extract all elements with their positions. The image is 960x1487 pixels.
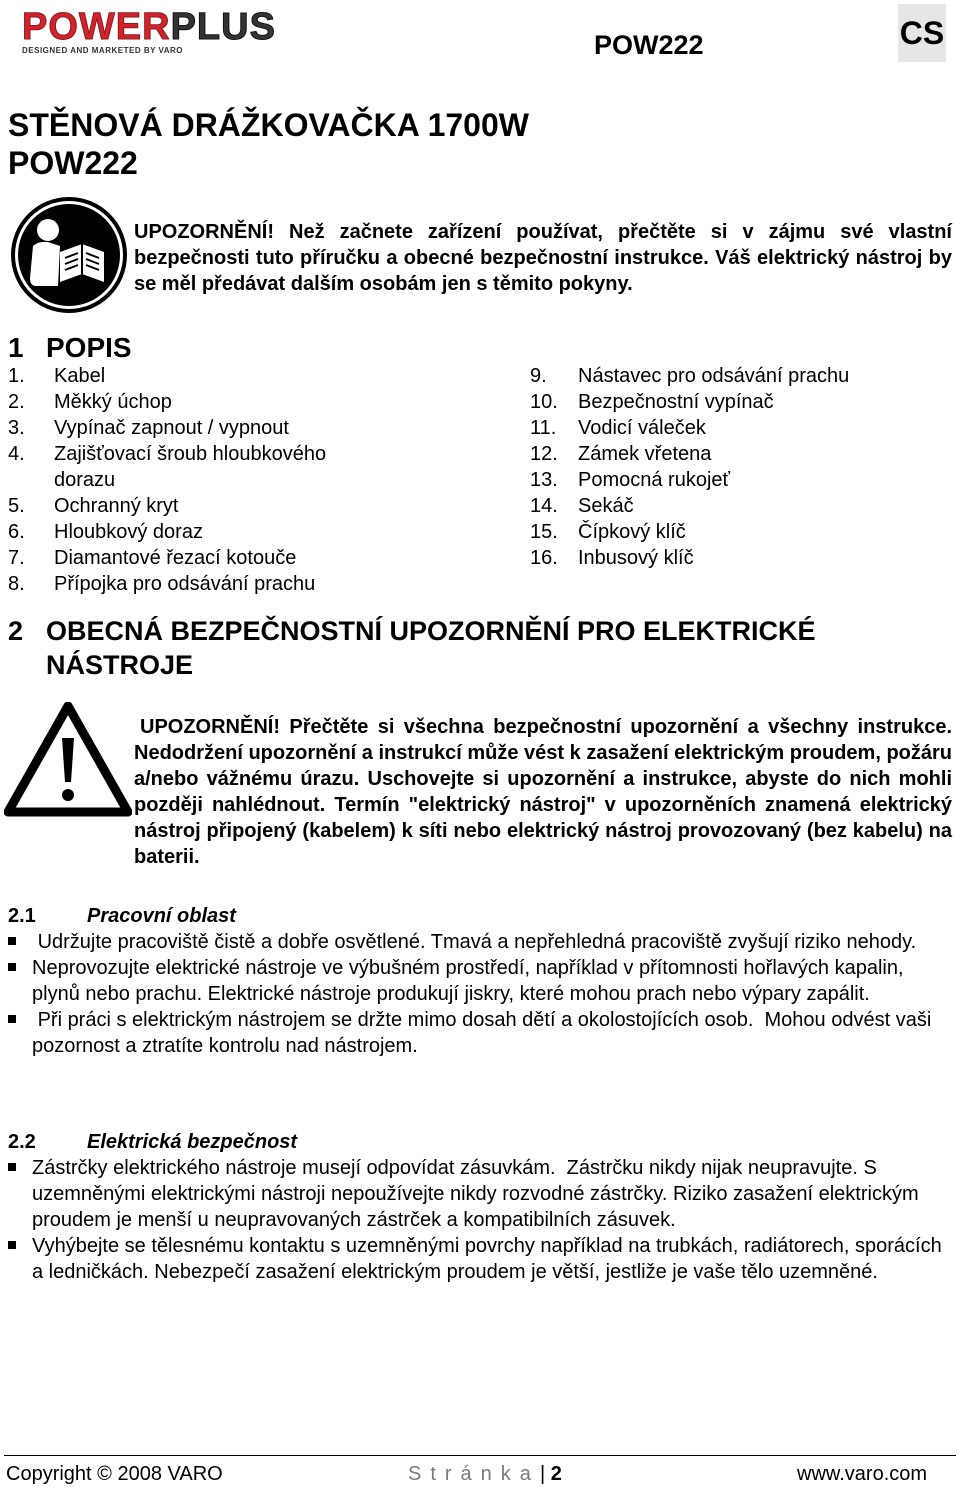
document-title xyxy=(8,106,529,182)
list-item: 8. Přípojka pro odsávání prachu xyxy=(8,573,316,595)
list-item: 9. Nástavec pro odsávání prachu xyxy=(530,365,850,387)
section-1-title: POPIS xyxy=(46,332,132,363)
list-item: 16. Inbusový klíč xyxy=(530,547,694,569)
list-item: 12. Zámek vřetena xyxy=(530,443,712,465)
list-item: 1. Kabel xyxy=(8,365,106,387)
intro-warning-text: UPOZORNĚNÍ! Než začnete zařízení používat, přečtěte si v zájmu své vlastní bezpečnosti tuto příručku a obecné bezpečnostní instrukce. Váš elektrický nástroj by se měl předávat dalším osobám jen s těmito pokyny. xyxy=(134,221,952,295)
subsection-2-2-number: 2.2 xyxy=(8,1131,36,1153)
parts-list-left xyxy=(8,363,388,597)
language-badge: CS xyxy=(898,4,946,62)
header-model: POW222 xyxy=(594,30,704,60)
parts-list-right xyxy=(530,363,950,571)
section-2-heading xyxy=(8,614,908,682)
brand-logo xyxy=(22,6,357,55)
list-item: 3. Vypínač zapnout / vypnout xyxy=(8,417,289,439)
subsection-2-1-heading xyxy=(8,903,236,929)
footer-page-separator: | xyxy=(539,1463,546,1485)
section-2-title-line-2: NÁSTROJE xyxy=(46,650,194,680)
footer-website[interactable]: www.varo.com xyxy=(797,1463,928,1485)
title-line-2: POW222 xyxy=(8,145,138,181)
footer-page-number: 2 xyxy=(550,1463,562,1485)
list-item: 2. Měkký úchop xyxy=(8,391,172,413)
subsection-2-2-heading xyxy=(8,1129,297,1155)
list-item: Při práci s elektrickým nástrojem se držte mimo dosah dětí a okolostojících osob. Mohou odvést vaši pozornost a ztratíte kontrolu nad nástrojem. xyxy=(8,1007,952,1059)
list-item: Udržujte pracoviště čistě a dobře osvětlené. Tmavá a nepřehledná pracoviště zvyšují riziko nehody. xyxy=(8,929,952,955)
list-item: 14. Sekáč xyxy=(530,495,634,517)
list-item: 11. Vodicí váleček xyxy=(530,417,706,439)
subsection-2-1-title: Pracovní oblast xyxy=(87,905,236,927)
section-2-title-line-1: OBECNÁ BEZPEČNOSTNÍ UPOZORNĚNÍ PRO ELEKTRICKÉ xyxy=(46,616,816,646)
general-warning-text: UPOZORNĚNÍ! Přečtěte si všechna bezpečnostní upozornění a všechny instrukce. Nedodržení upozornění a instrukcí může vést k zasažení elektrickým proudem, požáru a/nebo vážnému úrazu. Uschovejte si upozornění a instrukce, abyste do nich mohli později nahlédnout. Termín "elektrický nástroj" v upozorněních znamená elektrický nástroj připojený (kabelem) k síti nebo elektrický nástroj provozovaný (bez kabelu) na baterii. xyxy=(134,716,952,868)
title-line-1: STĚNOVÁ DRÁŽKOVAČKA 1700W xyxy=(8,107,529,143)
list-item: 6. Hloubkový doraz xyxy=(8,521,203,543)
subsection-2-1-number: 2.1 xyxy=(8,905,36,927)
footer-page xyxy=(408,1462,562,1486)
section-2-number: 2 xyxy=(8,616,24,646)
electrical-safety-bullets xyxy=(8,1155,952,1285)
list-item: 10. Bezpečnostní vypínač xyxy=(530,391,774,413)
footer-page-word: Stránka xyxy=(408,1463,540,1485)
footer-divider xyxy=(4,1455,956,1456)
subsection-2-2-title: Elektrická bezpečnost xyxy=(87,1131,298,1153)
read-manual-icon xyxy=(8,194,130,316)
footer-copyright: Copyright © 2008 VARO xyxy=(6,1463,223,1485)
list-item: 13. Pomocná rukojeť xyxy=(530,469,731,491)
logo-tagline: DESIGNED AND MARKETED BY VARO xyxy=(22,46,184,55)
list-item: Vyhýbejte se tělesnému kontaktu s uzemněnými povrchy například na trubkách, radiátorech, sporácích a ledničkách. Nebezpečí zasažení elektrickým proudem je větší, jestliže je vaše tělo uzemněné. xyxy=(8,1233,952,1285)
section-1-heading xyxy=(8,331,132,365)
section-1-number: 1 xyxy=(8,332,24,363)
logo-wordmark: POWERPLUS xyxy=(22,6,276,48)
list-item: 15. Čípkový klíč xyxy=(530,521,686,543)
warning-triangle-icon xyxy=(4,702,132,818)
list-item: Zástrčky elektrického nástroje musejí odpovídat zásuvkám. Zástrčku nikdy nijak neupravujte. S uzemněnými elektrickými nástroji nepoužívejte nikdy rozvodné zástrčky. Riziko zasažení elektrickým proudem je menší u neupravovaných zástrček a kompatibilních zásuvek. xyxy=(8,1155,952,1233)
work-area-bullets xyxy=(8,929,952,1059)
list-item: 4. Zajišťovací šroub hloubkového dorazu xyxy=(8,443,327,491)
list-item: 7. Diamantové řezací kotouče xyxy=(8,547,297,569)
list-item: Neprovozujte elektrické nástroje ve výbušném prostředí, například v přítomnosti hořlavých kapalin, plynů nebo prachu. Elektrické nástroje produkují jiskry, které mohou prach nebo výpary zapálit. xyxy=(8,955,952,1007)
list-item: 5. Ochranný kryt xyxy=(8,495,179,517)
